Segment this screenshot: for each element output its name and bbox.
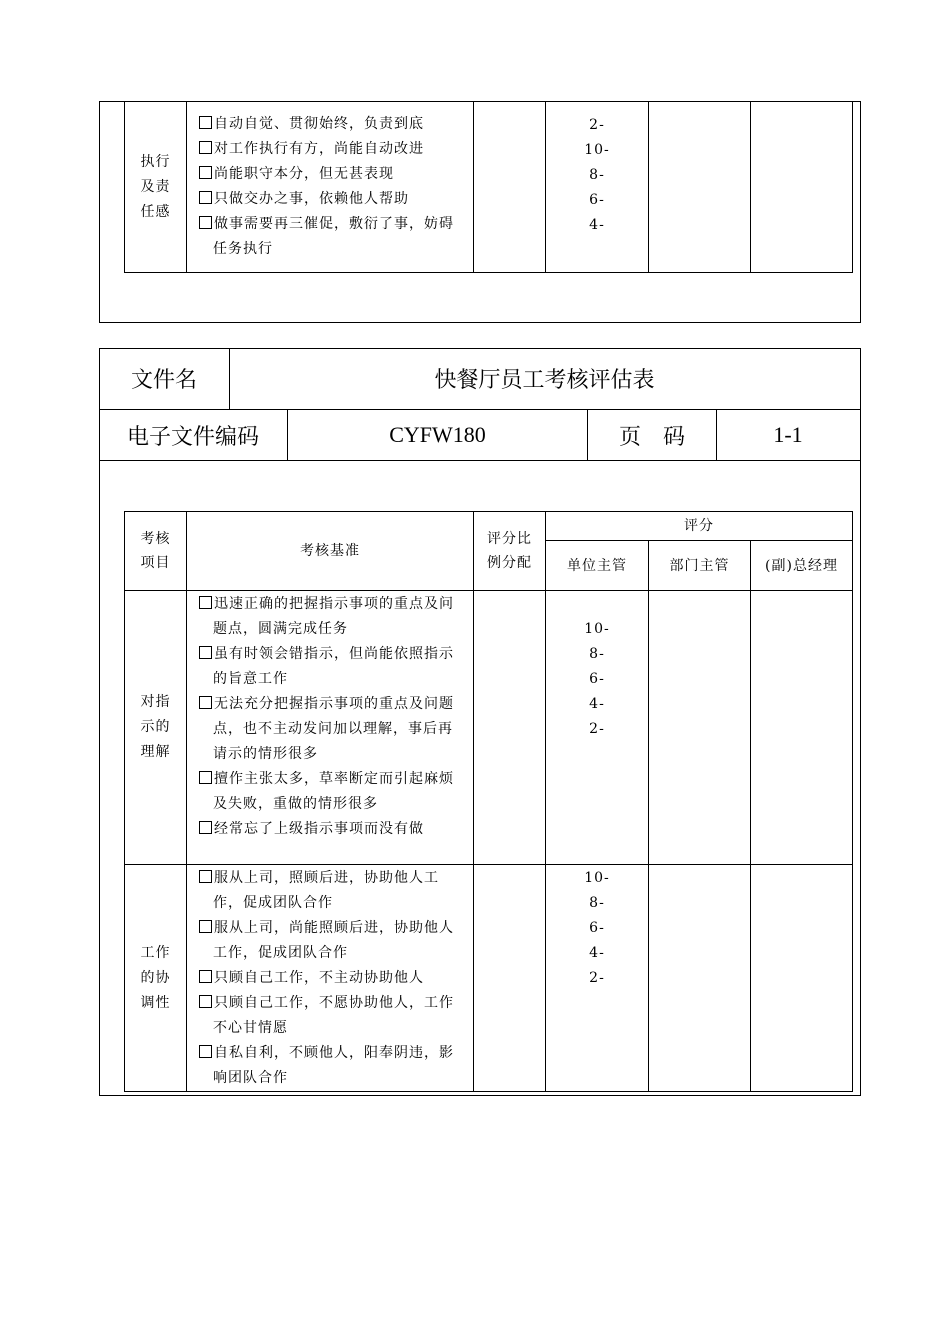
gm-score-cell[interactable] (751, 102, 853, 273)
ratio-cell (474, 591, 546, 865)
item-label-line: 及责 (140, 178, 171, 195)
criterion: 只顾自己工作，不愿协助他人，工作不心甘情愿 (199, 991, 467, 1041)
header-row-1 (99, 348, 861, 410)
gm-score-cell[interactable] (751, 865, 853, 1092)
unit-score-cell (546, 591, 649, 865)
criterion: 做事需要再三催促，敷衍了事，妨碍任务执行 (199, 212, 467, 262)
checkbox-icon[interactable] (199, 646, 212, 659)
page-value: 1-1 (773, 422, 803, 447)
criterion: 迅速正确的把握指示事项的重点及问题点，圆满完成任务 (199, 592, 467, 642)
checkbox-icon[interactable] (199, 821, 212, 834)
document-title: 快餐厅员工考核评估表 (434, 368, 655, 393)
score-value: 8- (589, 646, 605, 662)
score-group-header: 评分 (546, 512, 853, 541)
checkbox-icon[interactable] (199, 920, 212, 933)
item-label-line: 对指 (140, 694, 171, 710)
score-value: 4- (589, 696, 605, 712)
criterion: 只做交办之事，依赖他人帮助 (199, 187, 467, 212)
score-value: 10- (584, 870, 610, 886)
criterion: 尚能职守本分，但无甚表现 (199, 162, 467, 187)
score-value: 8- (589, 895, 605, 911)
item-label-line: 工作 (140, 944, 171, 961)
criterion: 虽有时领会错指示，但尚能依照指示的旨意工作 (199, 642, 467, 692)
file-code-value: CYFW180 (389, 422, 486, 447)
score-value: 6- (589, 671, 605, 687)
criterion: 服从上司，照顾后进，协助他人工作，促成团队合作 (199, 866, 467, 916)
item-cell (125, 102, 187, 273)
gm-score-cell[interactable] (751, 591, 853, 865)
score-value: 6- (589, 920, 605, 936)
criteria-cell (187, 102, 474, 273)
item-label-line: 的协 (140, 969, 171, 986)
dept-supervisor-header: 部门主管 (649, 541, 751, 591)
dept-score-cell[interactable] (649, 591, 751, 865)
item-cell (125, 865, 187, 1092)
score-value: 4- (589, 945, 605, 961)
checkbox-icon[interactable] (199, 166, 212, 179)
checkbox-icon[interactable] (199, 1045, 212, 1058)
unit-score-cell (546, 102, 649, 273)
criterion: 只顾自己工作，不主动协助他人 (199, 966, 467, 991)
ratio-column-header: 评分比 例分配 (474, 512, 546, 591)
criteria-cell (187, 865, 474, 1092)
top-section-table (124, 101, 853, 273)
general-manager-header: (副)总经理 (751, 541, 853, 591)
criteria-cell (187, 591, 474, 865)
score-value: 10- (584, 621, 610, 637)
item-label-line: 执行 (140, 153, 171, 170)
item-label-line: 任感 (140, 203, 171, 220)
criterion: 无法充分把握指示事项的重点及问题点，也不主动发问加以理解，事后再请示的情形很多 (199, 692, 467, 767)
checkbox-icon[interactable] (199, 995, 212, 1008)
criteria-column-header: 考核基准 (187, 512, 474, 591)
dept-score-cell[interactable] (649, 865, 751, 1092)
criterion: 自私自利，不顾他人，阳奉阴违，影响团队合作 (199, 1041, 467, 1091)
checkbox-icon[interactable] (199, 141, 212, 154)
dept-score-cell[interactable] (649, 102, 751, 273)
checkbox-icon[interactable] (199, 696, 212, 709)
score-value: 2- (589, 721, 605, 737)
score-value: 8- (589, 166, 605, 183)
checkbox-icon[interactable] (199, 191, 212, 204)
unit-score-cell (546, 865, 649, 1092)
header-row-2 (99, 410, 861, 461)
score-value: 6- (589, 191, 605, 208)
item-label-line: 调性 (140, 994, 171, 1011)
item-label-line: 示的 (140, 719, 171, 735)
score-value: 10- (584, 141, 610, 158)
item-cell (125, 591, 187, 865)
ratio-cell (474, 102, 546, 273)
checkbox-icon[interactable] (199, 116, 212, 129)
item-column-header: 考核 项目 (125, 512, 187, 591)
ratio-cell (474, 865, 546, 1092)
score-value: 4- (589, 216, 605, 233)
file-code-label: 电子文件编码 (126, 424, 259, 450)
unit-supervisor-header: 单位主管 (546, 541, 649, 591)
score-value: 2- (589, 970, 605, 986)
score-value: 2- (589, 116, 605, 133)
file-name-label: 文件名 (130, 368, 197, 393)
evaluation-table (124, 511, 853, 1092)
criterion: 服从上司，尚能照顾后进，协助他人工作，促成团队合作 (199, 916, 467, 966)
checkbox-icon[interactable] (199, 596, 212, 609)
checkbox-icon[interactable] (199, 870, 212, 883)
checkbox-icon[interactable] (199, 216, 212, 229)
criterion: 对工作执行有方，尚能自动改进 (199, 137, 467, 162)
criterion: 经常忘了上级指示事项而没有做 (199, 817, 467, 842)
criterion: 擅作主张太多，草率断定而引起麻烦及失败，重做的情形很多 (199, 767, 467, 817)
checkbox-icon[interactable] (199, 771, 212, 784)
criterion: 自动自觉、贯彻始终，负责到底 (199, 112, 467, 137)
item-label-line: 理解 (140, 744, 171, 760)
page-label: 页 码 (618, 424, 685, 450)
checkbox-icon[interactable] (199, 970, 212, 983)
